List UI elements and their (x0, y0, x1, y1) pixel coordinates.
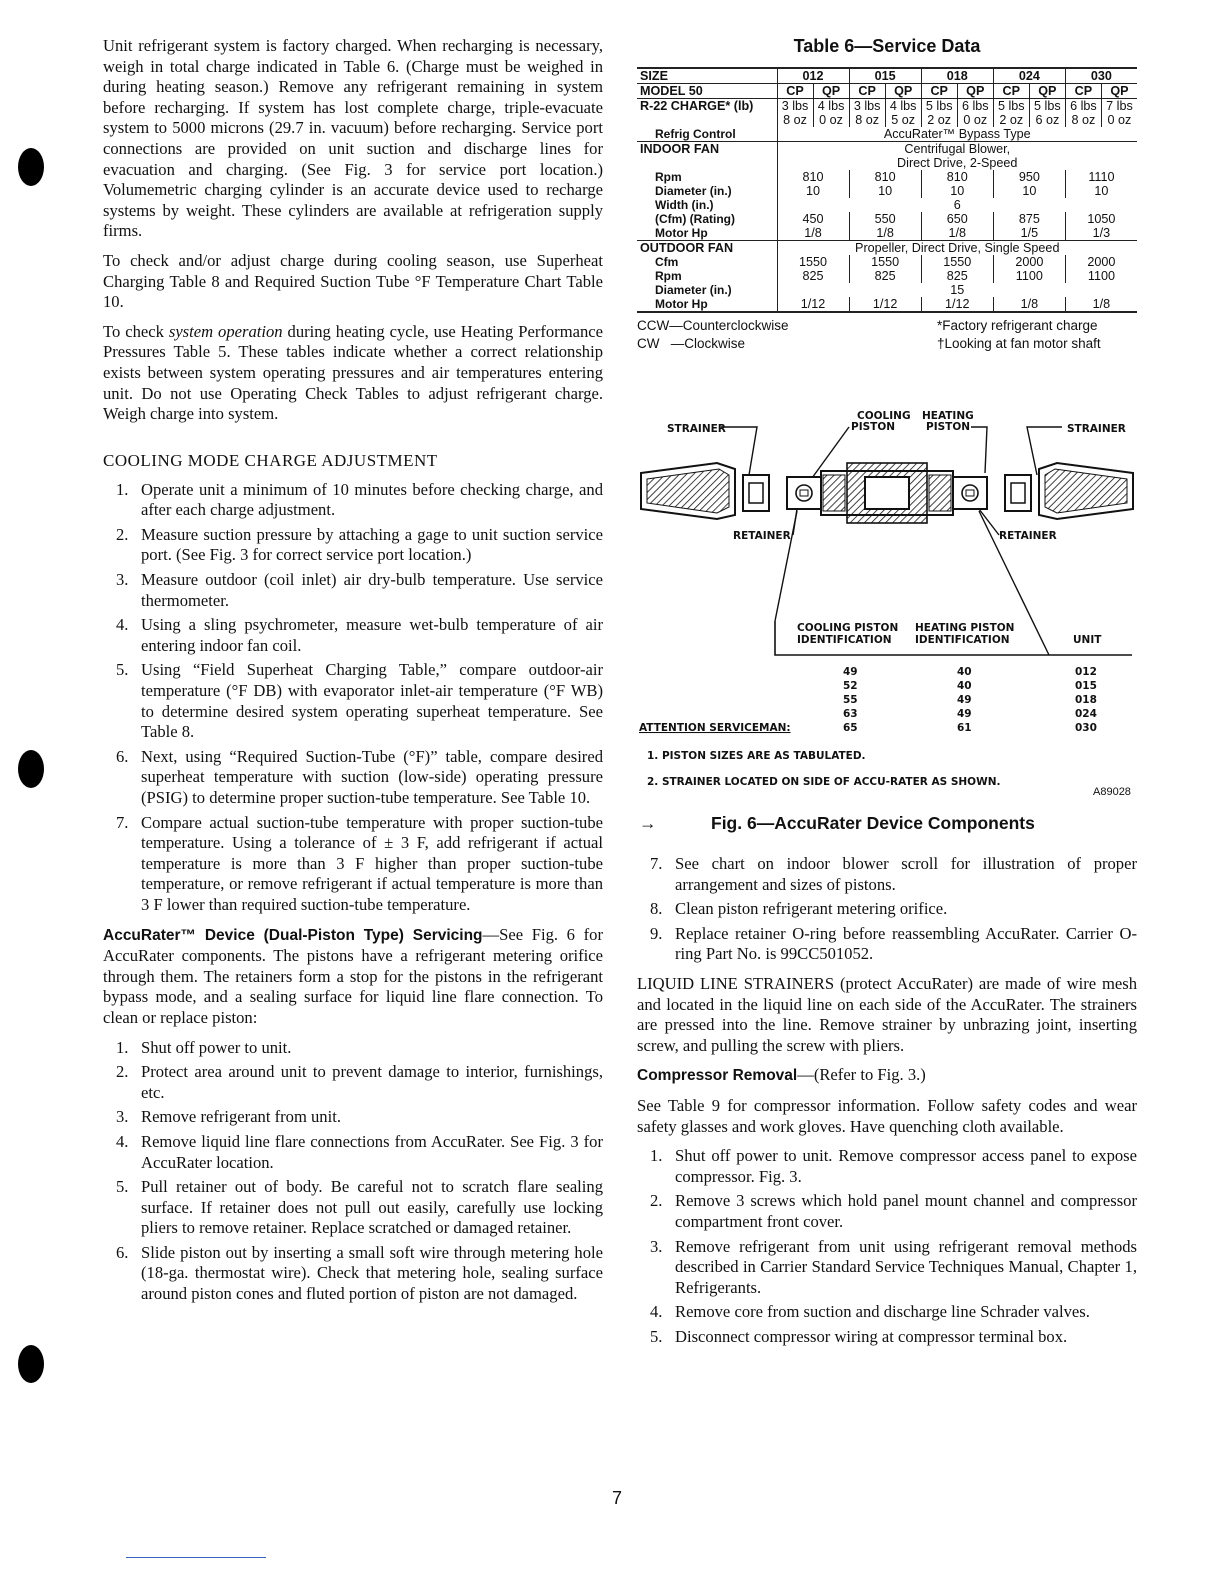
note-cw: CW —Clockwise (637, 336, 746, 351)
size-cell: 030 (1065, 68, 1137, 84)
page-number: 7 (612, 1488, 623, 1508)
step-number: 4. (116, 1131, 129, 1151)
note-ccw: CCW—Counterclockwise (637, 318, 789, 333)
step-text: Remove refrigerant from unit using refrigerant removal methods described in Carrier Standard Service Techniques Manual, Chapter 1, Refrigerants. (675, 1236, 1137, 1297)
piston-cooling-cell: 55 (843, 694, 858, 706)
outdoor-rpm-label: Rpm (655, 269, 682, 283)
indoor-rpm-row (637, 170, 1137, 184)
list-item (103, 570, 603, 611)
charge-lbs-cell: 4 lbs (885, 99, 921, 114)
step-number: 7. (116, 812, 129, 832)
step-text: Slide piston out by inserting a small soft wire through metering hole (18-ga. thermostat wire). Check that metering hole, sealing surface around piston cones and fluted portion of piston are not damaged. (141, 1242, 603, 1304)
charge-lbs-cell: 6 lbs (957, 99, 993, 114)
heating-piston-label-1: HEATING (922, 410, 974, 422)
model-cell: QP (1101, 84, 1137, 99)
left-tube (641, 463, 735, 519)
heating-check-paragraph (103, 322, 603, 425)
indoor-rpm-cell: 810 (921, 170, 993, 184)
indoor-cfm-cell: 650 (921, 212, 993, 226)
size-cell: 012 (777, 68, 849, 84)
list-item (103, 660, 603, 742)
step-number: 4. (116, 615, 129, 635)
step-text: Next, using “Required Suction-Tube (°F)” table, compare desired superheat temperature with suction (low-side) operating pressure (PSIG) to determine proper suction-tube temperature. See Table 10. (141, 746, 603, 807)
piston-steps-list (103, 1038, 603, 1305)
punch-hole-bottom (18, 1345, 44, 1383)
col-unit-header: UNIT (1073, 634, 1102, 646)
revision-arrow-icon: → (639, 813, 657, 833)
piston-id-table (843, 666, 1097, 734)
indoor-diameter-row (637, 184, 1137, 198)
cooling-piston-label-2: PISTON (851, 421, 896, 433)
compressor-steps-list (637, 1146, 1137, 1347)
indoor-diameter-cell: 10 (921, 184, 993, 198)
punch-hole-middle (18, 750, 44, 788)
model-cell: CP (849, 84, 885, 99)
piston-unit-cell: 030 (1075, 722, 1097, 734)
para3-end: during heating cycle, use Heating Performance Pressures Table 5. These tables indicate whether a correct relationship exists between system operating pressures and air temperatures entering unit. Do not use Operating Check Tables to adjust refrigerant charge. Weigh charge into system. (103, 321, 603, 424)
left-column (103, 36, 603, 1314)
outdoor-diameter-value: 15 (777, 283, 1137, 297)
charge-label: R-22 CHARGE* (lb) (640, 99, 754, 113)
step-number: 1. (116, 1037, 129, 1057)
piston-heating-cell: 61 (957, 722, 972, 734)
bracket-left-line (775, 511, 797, 621)
step-number: 7. (650, 854, 663, 873)
step-text: Using a sling psychrometer, measure wet-bulb temperature of air entering indoor fan coil. (141, 615, 603, 655)
indoor-fan-type-1: Centrifugal Blower, (777, 142, 1137, 157)
piston-unit-cell: 012 (1075, 666, 1097, 678)
list-item (103, 1107, 603, 1128)
step-text: Using “Field Superheat Charging Table,” compare outdoor-air temperature (°F DB) with evaporator inlet-air temperature (°F WB) to determine desired system operating superheat temperature. See Table 8. (141, 660, 603, 742)
indoor-rpm-cell: 810 (849, 170, 921, 184)
charge-oz-row (637, 113, 1137, 127)
accurater-paragraph (103, 925, 603, 1029)
step-number: 1. (650, 1146, 663, 1166)
step-number: 6. (116, 746, 129, 766)
step-text: Measure outdoor (coil inlet) air dry-bulb temperature. Use service thermometer. (141, 570, 603, 610)
retainer-right-label: RETAINER (999, 530, 1057, 542)
cooling-steps-list (103, 480, 603, 916)
leader-heating-piston (971, 427, 987, 473)
compressor-paragraph: See Table 9 for compressor information. Follow safety codes and wear safety glasses and work gloves. Have quenching cloth available. (637, 1095, 1137, 1136)
model-row (637, 84, 1137, 99)
indoor-cfm-row (637, 212, 1137, 226)
indoor-hp-cell: 1/8 (849, 226, 921, 241)
list-item (637, 1237, 1137, 1299)
piston-cooling-cell: 52 (843, 680, 858, 692)
step-number: 4. (650, 1302, 663, 1322)
piston-heating-cell: 49 (957, 708, 972, 720)
col-heating-header-1: HEATING PISTON (915, 622, 1015, 634)
attention-label: ATTENTION SERVICEMAN: (639, 722, 791, 734)
charge-lbs-cell: 7 lbs (1101, 99, 1137, 114)
indoor-rpm-cell: 810 (777, 170, 849, 184)
step-text: Clean piston refrigerant metering orifice. (675, 899, 948, 919)
figure-caption (637, 813, 1137, 834)
table-notes (637, 317, 1137, 353)
outdoor-cfm-cell: 1550 (777, 255, 849, 269)
step-text: Pull retainer out of body. Be careful not to scratch flare sealing surface. If retainer does not pull out easily, carefully use locking pliers to remove retainer. Replace scratched or damaged retainer. (141, 1177, 603, 1238)
figure-note-1: 1. PISTON SIZES ARE AS TABULATED. (647, 750, 866, 762)
right-tube (1039, 463, 1133, 519)
strainers-text: (protect AccuRater) are made of wire mesh and located in the liquid line on each side of the AccuRater. The strainers are pressed into the line. Remove strainer by unbrazing joint, inserting screw, and pulling the screw with pliers. (637, 973, 1138, 1055)
indoor-rpm-cell: 950 (993, 170, 1065, 184)
outdoor-cfm-cell: 2000 (1065, 255, 1137, 269)
outdoor-hp-cell: 1/12 (777, 297, 849, 312)
list-item (103, 813, 603, 916)
indoor-diameter-cell: 10 (1065, 184, 1137, 198)
compressor-ref: —(Refer to Fig. 3.) (797, 1065, 926, 1085)
outdoor-hp-label: Motor Hp (637, 297, 777, 312)
service-data-table (637, 67, 1137, 313)
indoor-cfm-cell: 550 (849, 212, 921, 226)
indoor-diameter-cell: 10 (993, 184, 1065, 198)
model-cell: CP (1065, 84, 1101, 99)
charge-oz-cell: 8 oz (849, 113, 885, 127)
indoor-hp-label: Motor Hp (655, 226, 708, 240)
indoor-width-value: 6 (777, 198, 1137, 212)
indoor-hp-cell: 1/8 (777, 226, 849, 241)
piston-heating-cell: 49 (957, 694, 972, 706)
list-item (637, 924, 1137, 965)
step-number: 2. (116, 1062, 129, 1082)
size-cell: 015 (849, 68, 921, 84)
accurater-text: —See Fig. 6 for AccuRater components. The pistons have a refrigerant metering orifice through them. The retainers form a stop for the pistons in the refrigerant bypass mode, and a sealing surface for liquid line flare connection. To clean or replace piston: (103, 924, 603, 1027)
punch-hole-top (18, 148, 44, 186)
heating-piston-label-2: PISTON (926, 421, 971, 433)
step-text: Remove core from suction and discharge line Schrader valves. (675, 1302, 1090, 1322)
outdoor-cfm-label: Cfm (655, 255, 679, 269)
charge-lbs-cell: 5 lbs (1029, 99, 1065, 114)
step-text: Compare actual suction-tube temperature with proper suction-tube temperature. Using a tolerance of ± 3 F, add refrigerant if actual temperature is more than 3 F higher than proper suction-tube temperature, or remove refrigerant if actual temperature is more than 3 F lower than required suction-tube temperature. (141, 812, 603, 914)
cooling-piston-label-1: COOLING (857, 410, 911, 422)
step-text: Remove 3 screws which hold panel mount channel and compressor compartment front cover. (675, 1191, 1137, 1231)
step-text: Operate unit a minimum of 10 minutes before checking charge, and after each charge adjustment. (141, 479, 603, 520)
step-number: 2. (116, 524, 129, 544)
strainer-left-label: STRAINER (667, 423, 726, 435)
accurater-figure (637, 403, 1137, 807)
charge-lbs-cell: 5 lbs (993, 99, 1029, 114)
indoor-hp-cell: 1/8 (921, 226, 993, 241)
continued-steps-list (637, 854, 1137, 965)
retainer-left-label: RETAINER (733, 530, 791, 542)
indoor-cfm-cell: 450 (777, 212, 849, 226)
recharge-paragraph: Unit refrigerant system is factory charged. When recharging is necessary, weigh in total charge indicated in Table 6. (Charge must be weighed in during heating season.) Remove any refrigerant remaining in system before recharging. If system has lost complete charge, triple-evacuate system to 5000 microns (29.7 in. vacuum) before recharging. Service port connections are provided on unit suction and discharge lines for evacuation and charging. (See Fig. 3 for service port location.) Volumemetric charging cylinder is an accurate device used to recharge systems by weight. These cylinders are available at refrigeration supply firms. (103, 36, 603, 241)
indoor-rpm-label: Rpm (655, 170, 682, 184)
step-number: 2. (650, 1191, 663, 1211)
indoor-width-label: Width (in.) (655, 198, 714, 212)
col-cooling-header-1: COOLING PISTON (797, 622, 899, 634)
charge-lbs-cell: 3 lbs (777, 99, 813, 114)
model-cell: CP (921, 84, 957, 99)
col-heating-header-2: IDENTIFICATION (915, 634, 1010, 646)
indoor-width-row (637, 198, 1137, 212)
step-text: See chart on indoor blower scroll for illustration of proper arrangement and sizes of pistons. (675, 854, 1137, 894)
charge-oz-cell: 2 oz (921, 113, 957, 127)
model-cell: QP (1029, 84, 1065, 99)
step-text: Remove refrigerant from unit. (141, 1107, 341, 1127)
step-text: Shut off power to unit. Remove compressor access panel to expose compressor. Fig. 3. (675, 1146, 1137, 1186)
note-looking-shaft: †Looking at fan motor shaft (937, 336, 1101, 351)
outdoor-rpm-cell: 1100 (1065, 269, 1137, 283)
piston-cooling-cell: 65 (843, 722, 858, 734)
outdoor-rpm-cell: 825 (921, 269, 993, 283)
outdoor-cfm-row (637, 255, 1137, 269)
piston-unit-cell: 015 (1075, 680, 1097, 692)
cooling-check-paragraph: To check and/or adjust charge during cooling season, use Superheat Charging Table 8 and Required Suction Tube °F Temperature Chart Table 10. (103, 250, 603, 312)
indoor-fan-row (637, 142, 1137, 157)
figure-caption-text: Fig. 6—AccuRater Device Components (711, 813, 1035, 833)
model-cell: CP (777, 84, 813, 99)
step-number: 8. (650, 899, 663, 919)
indoor-diameter-cell: 10 (849, 184, 921, 198)
step-number: 5. (116, 660, 129, 680)
piston-unit-cell: 018 (1075, 694, 1097, 706)
cooling-piston (787, 477, 821, 509)
indoor-cfm-cell: 1050 (1065, 212, 1137, 226)
indoor-fan-type-row (637, 156, 1137, 170)
cooling-mode-heading: COOLING MODE CHARGE ADJUSTMENT (103, 450, 438, 470)
charge-lbs-cell: 3 lbs (849, 99, 885, 114)
table-title: Table 6—Service Data (793, 36, 981, 56)
step-number: 1. (116, 479, 129, 499)
indoor-cfm-label: (Cfm) (Rating) (655, 212, 735, 226)
step-number: 6. (116, 1242, 129, 1262)
refrig-control-value: AccuRater™ Bypass Type (777, 127, 1137, 142)
charge-oz-cell: 6 oz (1029, 113, 1065, 127)
list-item (637, 1191, 1137, 1232)
refrig-control-row (637, 127, 1137, 142)
accurater-diagram (637, 403, 1137, 807)
note-factory-charge: *Factory refrigerant charge (937, 318, 1098, 333)
step-text: Shut off power to unit. (141, 1037, 292, 1057)
step-number: 5. (116, 1177, 129, 1197)
indoor-fan-label: INDOOR FAN (637, 142, 777, 157)
model-cell: CP (993, 84, 1029, 99)
indoor-fan-type-2: Direct Drive, 2-Speed (777, 156, 1137, 170)
outdoor-hp-cell: 1/12 (921, 297, 993, 312)
list-item (103, 747, 603, 809)
para3-start: To check (103, 321, 169, 341)
outdoor-rpm-row (637, 269, 1137, 283)
list-item (103, 1132, 603, 1173)
outdoor-rpm-cell: 825 (849, 269, 921, 283)
figure-code: A89028 (1093, 786, 1131, 798)
step-number: 3. (650, 1236, 663, 1256)
charge-lbs-row (637, 99, 1137, 114)
model-label: MODEL 50 (637, 84, 777, 99)
outdoor-diameter-row (637, 283, 1137, 297)
charge-lbs-cell: 4 lbs (813, 99, 849, 114)
list-item (637, 899, 1137, 920)
charge-oz-cell: 0 oz (813, 113, 849, 127)
piston-cooling-cell: 49 (843, 666, 858, 678)
strainers-heading: LIQUID LINE STRAINERS (637, 973, 835, 993)
piston-heating-cell: 40 (957, 680, 972, 692)
outdoor-hp-cell: 1/8 (993, 297, 1065, 312)
compressor-heading-line (637, 1065, 1137, 1087)
indoor-diameter-label: Diameter (in.) (655, 184, 732, 198)
list-item (103, 1243, 603, 1305)
list-item (637, 1146, 1137, 1187)
indoor-cfm-cell: 875 (993, 212, 1065, 226)
charge-oz-cell: 5 oz (885, 113, 921, 127)
outdoor-diameter-label: Diameter (in.) (655, 283, 732, 297)
size-row (637, 68, 1137, 84)
charge-oz-cell: 8 oz (1065, 113, 1101, 127)
outdoor-fan-label: OUTDOOR FAN (637, 241, 777, 256)
outdoor-hp-cell: 1/8 (1065, 297, 1137, 312)
indoor-hp-cell: 1/5 (993, 226, 1065, 241)
charge-oz-cell: 2 oz (993, 113, 1029, 127)
charge-oz-cell: 0 oz (1101, 113, 1137, 127)
outdoor-cfm-cell: 2000 (993, 255, 1065, 269)
charge-oz-cell: 0 oz (957, 113, 993, 127)
list-item (103, 1177, 603, 1239)
step-text: Disconnect compressor wiring at compressor terminal box. (675, 1326, 1068, 1346)
step-number: 9. (650, 923, 663, 943)
outdoor-cfm-cell: 1550 (849, 255, 921, 269)
piston-cooling-cell: 63 (843, 708, 858, 720)
step-text: Replace retainer O-ring before reassembling AccuRater. Carrier O-ring Part No. is 99CC501052. (675, 923, 1137, 964)
para3-emphasis: system operation (168, 321, 283, 341)
outdoor-hp-row (637, 297, 1137, 312)
footer-rule (126, 1557, 266, 1558)
step-number: 3. (116, 1107, 129, 1127)
outdoor-cfm-cell: 1550 (921, 255, 993, 269)
model-cell: QP (885, 84, 921, 99)
list-item (103, 480, 603, 521)
indoor-diameter-cell: 10 (777, 184, 849, 198)
piston-heating-cell: 40 (957, 666, 972, 678)
charge-oz-cell: 8 oz (777, 113, 813, 127)
accurater-body (821, 463, 953, 523)
right-column (637, 36, 1137, 1356)
list-item (103, 615, 603, 656)
step-text: Remove liquid line flare connections from AccuRater. See Fig. 3 for AccuRater location. (141, 1131, 603, 1172)
outdoor-rpm-cell: 1100 (993, 269, 1065, 283)
accurater-heading: AccuRater™ Device (Dual-Piston Type) Servicing (103, 926, 483, 944)
list-item (103, 1038, 603, 1059)
model-cell: QP (813, 84, 849, 99)
size-cell: 024 (993, 68, 1065, 84)
list-item (103, 1062, 603, 1103)
indoor-rpm-cell: 1110 (1065, 170, 1137, 184)
outdoor-fan-row (637, 241, 1137, 256)
outdoor-rpm-cell: 825 (777, 269, 849, 283)
outdoor-fan-type: Propeller, Direct Drive, Single Speed (777, 241, 1137, 256)
strainers-paragraph (637, 974, 1137, 1056)
refrig-control-label: Refrig Control (655, 127, 736, 141)
step-text: Measure suction pressure by attaching a gage to unit suction service port. (See Fig. 3 for correct service port location.) (141, 524, 603, 565)
figure-note-2: 2. STRAINER LOCATED ON SIDE OF ACCU-RATER AS SHOWN. (647, 776, 1001, 788)
size-cell: 018 (921, 68, 993, 84)
list-item (637, 854, 1137, 895)
step-number: 3. (116, 570, 129, 590)
size-label: SIZE (637, 68, 777, 84)
indoor-hp-row (637, 226, 1137, 241)
heating-piston (953, 477, 987, 509)
piston-unit-cell: 024 (1075, 708, 1097, 720)
list-item (637, 1302, 1137, 1323)
charge-lbs-cell: 6 lbs (1065, 99, 1101, 114)
charge-lbs-cell: 5 lbs (921, 99, 957, 114)
col-cooling-header-2: IDENTIFICATION (797, 634, 892, 646)
outdoor-hp-cell: 1/12 (849, 297, 921, 312)
indoor-hp-cell: 1/3 (1065, 226, 1137, 241)
step-number: 5. (650, 1326, 663, 1346)
strainer-right-label: STRAINER (1067, 423, 1126, 435)
list-item (637, 1327, 1137, 1348)
list-item (103, 525, 603, 566)
model-cell: QP (957, 84, 993, 99)
compressor-heading: Compressor Removal (637, 1067, 798, 1085)
step-text: Protect area around unit to prevent damage to interior, furnishings, etc. (141, 1062, 603, 1102)
